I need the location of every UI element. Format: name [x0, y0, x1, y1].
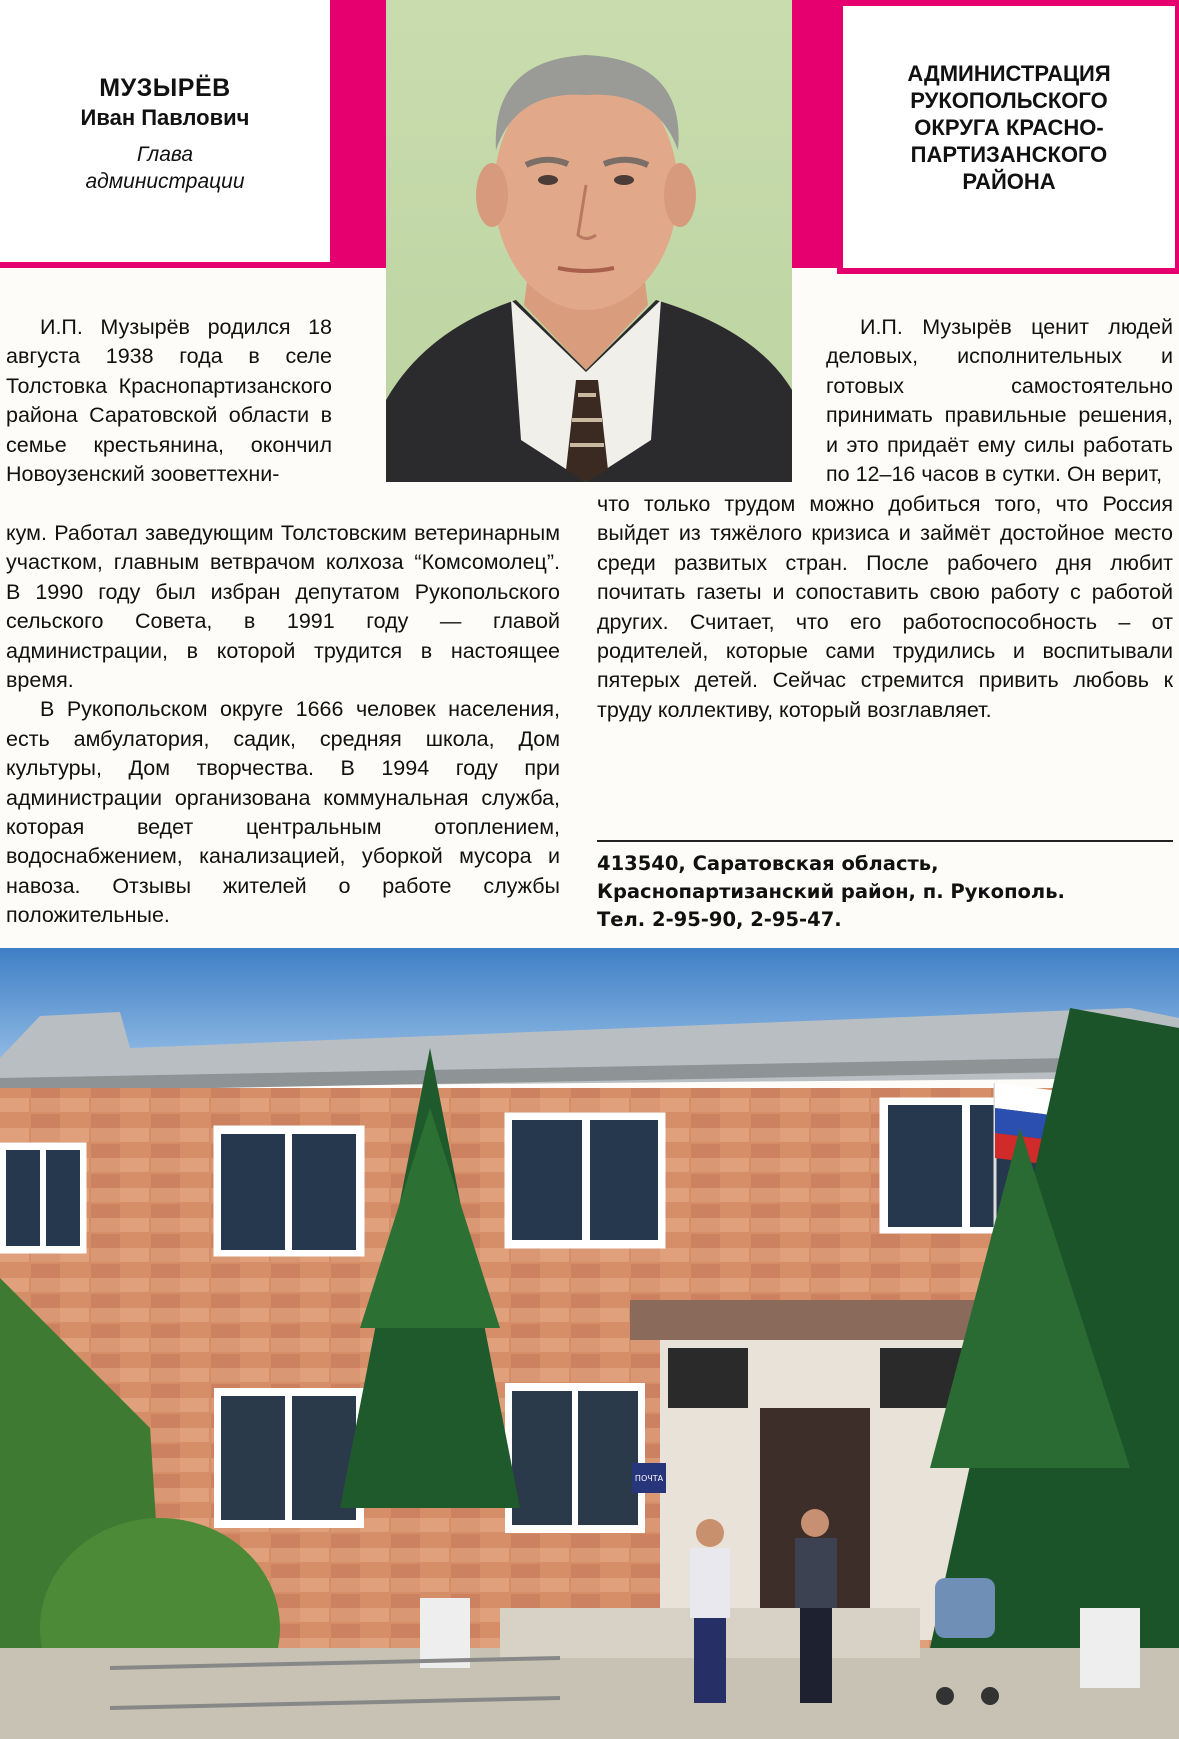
article-left-main: кум. Работал заведующим Толстовским ветеринарным участком, главным ветврачом колхоза “Комсомолец”. В 1990 году был избран депутатом Рукопольского сельского Совета, в 1991 году — главой администрации, в которой трудится в настоящее время. В Рукопольском округе 1666 человек населения, есть амбулатория, садик, средняя школа, Дом культуры, Дом творчества. В 1994 году при администрации организована коммунальная служба, которая ведет центральным отоплением, водоснабжением, канализацией, уборкой мусора и навоза. Отзывы жителей о работе службы положительные. — [6, 521, 560, 928]
organisation-title: АДМИНИСТРАЦИЯ РУКОПОЛЬСКОГО ОКРУГА КРАСНО- ПАРТИЗАНСКОГО РАЙОНА — [907, 60, 1111, 194]
portrait-photo — [386, 0, 792, 482]
surname: МУЗЫРЁВ — [99, 74, 231, 102]
contact-address: 413540, Саратовская область, Краснопартизанский район, п. Рукополь. Тел. 2-95-90, 2-95-47. — [597, 852, 1065, 931]
magenta-band-left — [336, 0, 386, 268]
position-title: Глава администрации — [85, 143, 245, 193]
article-right-top: И.П. Музырёв ценит людей деловых, исполнительных и готовых самостоятельно принимать правильные решения, и это придаёт ему силы работать по 12–16 часов в сутки. Он верит, — [826, 315, 1173, 487]
administration-building-photo — [0, 948, 1179, 1739]
magenta-band-right — [792, 0, 837, 268]
article-left-top: И.П. Музырёв родился 18 августа 1938 года в селе Толстовка Краснопартизанского района Саратовской области в семье крестьянина, окончил Новоузенский зооветтехни- — [6, 315, 332, 487]
given-names: Иван Павлович — [80, 105, 250, 130]
article-right-main: что только трудом можно добиться того, что Россия выйдет из тяжёлого кризиса и займёт достойное место среди развитых стран. После рабочего дня любит почитать газеты и сопоставить свою работу с работой других. Считает, что его работоспособность – от родителей, которые сами трудились и воспитывали пятерых детей. Сейчас стремится привить любовь к труду коллективу, который возглавляет. — [597, 492, 1173, 722]
organisation-box — [837, 0, 1179, 274]
name-box — [0, 0, 336, 268]
contact-divider — [597, 840, 1173, 842]
mailbox-label: ПОЧТА — [634, 1474, 664, 1483]
